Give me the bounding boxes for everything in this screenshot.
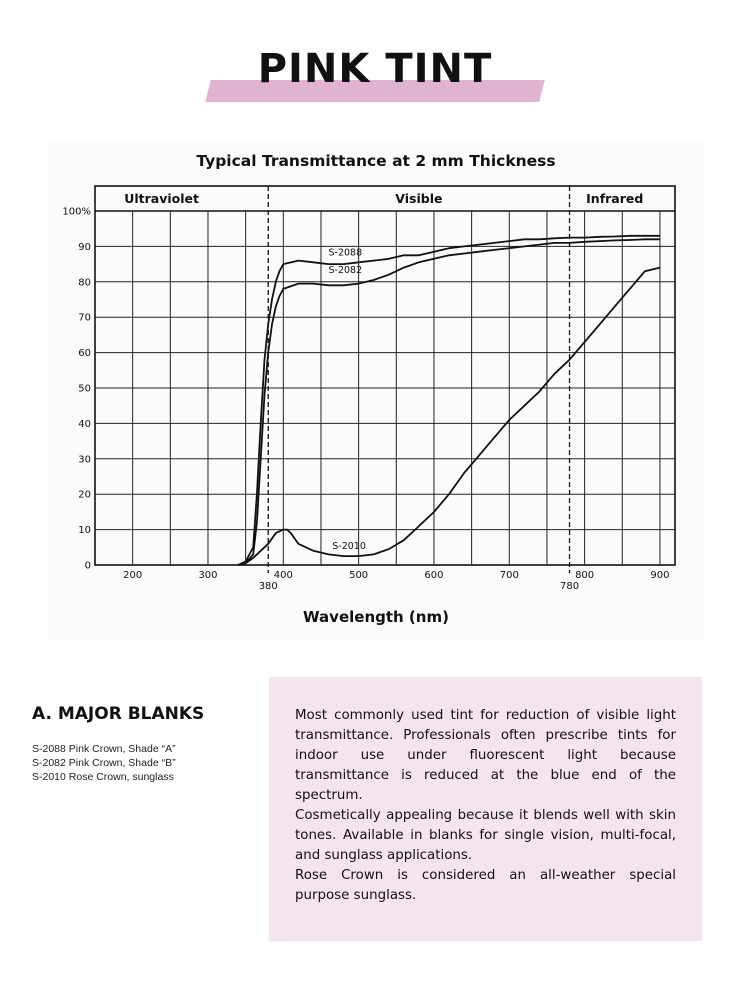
y-tick-label: 10 (78, 525, 91, 537)
x-tick-label: 300 (198, 570, 218, 581)
x-tick-label: 600 (424, 570, 444, 581)
y-tick-label: 100% (62, 206, 91, 218)
region-label: Visible (395, 191, 443, 206)
description-paragraph: Cosmetically appealing because it blends well with skin tones. Available in blanks for single vision, multi-focal, and sunglass applications. (295, 808, 676, 863)
description-paragraph: Most commonly used tint for reduction of visible light transmittance. Professionals often prescribe tints for indoor use under fluorescent light because transmittance is reduced at the blue end of the spectrum. (295, 708, 676, 803)
y-tick-label: 60 (78, 348, 91, 360)
blank-item: S-2088 Pink Crown, Shade “A” (32, 743, 176, 755)
transmittance-chart (48, 140, 704, 640)
y-tick-label: 70 (78, 312, 91, 324)
x-tick-label: 400 (273, 570, 293, 581)
y-tick-label: 40 (78, 418, 91, 430)
x-axis-label: Wavelength (nm) (303, 608, 449, 626)
region-label: Ultraviolet (124, 191, 200, 206)
x-tick-label: 800 (575, 570, 595, 581)
x-tick-label: 500 (349, 570, 369, 581)
chart-svg (48, 140, 704, 640)
y-tick-label: 80 (78, 277, 91, 289)
y-tick-label: 30 (78, 454, 91, 466)
description-paragraph: Rose Crown is considered an all-weather special purpose sunglass. (295, 868, 676, 903)
region-label: Infrared (586, 191, 644, 206)
blank-item: S-2010 Rose Crown, sunglass (32, 771, 174, 783)
y-tick-label: 0 (84, 560, 91, 572)
chart-title: Typical Transmittance at 2 mm Thickness (196, 152, 556, 170)
x-tick-label: 200 (123, 570, 143, 581)
series-label: S-2088 (328, 247, 363, 259)
major-blanks-list (32, 742, 176, 784)
y-tick-label: 50 (78, 383, 91, 395)
series-label: S-2010 (332, 541, 366, 553)
boundary-marker-label: 780 (559, 581, 580, 592)
series-label: S-2082 (328, 264, 363, 276)
description-box (269, 677, 702, 941)
x-tick-label: 900 (650, 570, 670, 581)
major-blanks-heading: A. MAJOR BLANKS (32, 704, 205, 724)
blank-item: S-2082 Pink Crown, Shade “B” (32, 757, 176, 769)
y-tick-label: 20 (78, 489, 91, 501)
x-tick-label: 700 (499, 570, 519, 581)
y-tick-label: 90 (78, 241, 91, 253)
page-title: PINK TINT (257, 46, 493, 92)
boundary-marker-label: 380 (258, 581, 278, 592)
